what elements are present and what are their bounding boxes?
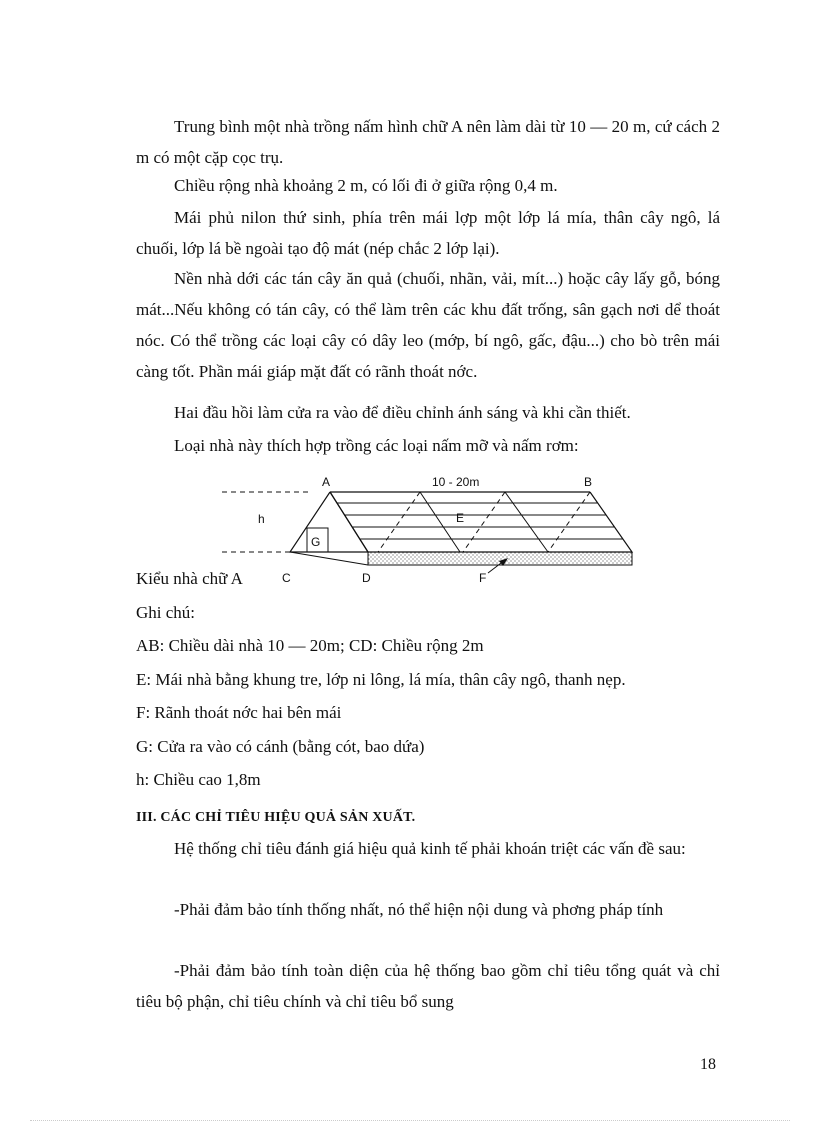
hidden-rafter — [548, 492, 590, 552]
label-e: E — [456, 511, 465, 525]
roof-rafter — [505, 492, 548, 552]
paragraph-doors: Hai đầu hồi làm cửa ra vào để điều chỉnh ánh sáng và khi cần thiết. — [174, 403, 631, 422]
section-paragraph-consistency: -Phải đảm bảo tính thống nhất, nó thể hiện nội dung và phơng pháp tính — [174, 900, 664, 919]
paragraph-length: Trung bình một nhà trồng nấm hình chữ A nên làm dài từ 10 — 20 m, cứ cách 2 m có một cặp cọc trụ. — [136, 117, 720, 167]
note-ab: AB: Chiều dài nhà 10 — 20m; CD: Chiều rộng 2m — [136, 636, 484, 655]
label-f: F — [479, 571, 487, 585]
label-a: A — [322, 475, 331, 489]
roof-rafter — [420, 492, 460, 552]
diagram-caption: Kiểu nhà chữ A — [136, 569, 243, 588]
hidden-rafter — [378, 492, 420, 552]
label-c: C — [282, 571, 291, 585]
drainage-ditch — [368, 552, 632, 565]
section-heading: III. CÁC CHỈ TIÊU HIỆU QUẢ SẢN XUẤT. — [136, 810, 416, 825]
paragraph-floor: Nền nhà dới các tán cây ăn quả (chuối, nhãn, vải, mít...) hoặc cây lấy gỗ, bóng mát...Nếu không có tán cây, có thể làm trên các khu đất trống, sân gạch nơi dể thoát nóc. Có thể trồng các loại cây có dây leo (mớp, bí ngô, gấc, đậu...) cho bò trên mái càng tốt. Phần mái giáp mặt đất có rãnh thoát nớc. — [136, 269, 720, 381]
page-number: 18 — [700, 1056, 716, 1073]
label-d: D — [362, 571, 371, 585]
section-paragraph-comprehensive: -Phải đảm bảo tính toàn diện của hệ thống bao gồm chỉ tiêu tổng quát và chỉ tiêu bộ phận, chỉ tiêu chính và chỉ tiêu bổ sung — [136, 961, 720, 1011]
notes-title: Ghi chú: — [136, 603, 196, 622]
note-e: E: Mái nhà bằng khung tre, lớp ni lông, lá mía, thân cây ngô, thanh nẹp. — [136, 670, 626, 689]
paragraph-suitability: Loại nhà này thích hợp trồng các loại nấm mỡ và nấm rơm: — [174, 436, 579, 455]
a-frame-house-diagram — [0, 470, 816, 590]
front-gable — [290, 492, 368, 552]
note-g: G: Cửa ra vào có cánh (bằng cót, bao dứa) — [136, 737, 425, 756]
bottom-rule — [30, 1120, 790, 1121]
section-paragraph-intro: Hệ thống chỉ tiêu đánh giá hiệu quả kinh tế phải khoán triệt các vấn đề sau: — [174, 839, 686, 858]
paragraph-width: Chiều rộng nhà khoảng 2 m, có lối đi ở giữa rộng 0,4 m. — [174, 176, 558, 195]
paragraph-roof: Mái phủ nilon thứ sinh, phía trên mái lợp một lớp lá mía, thân cây ngô, lá chuối, lớp lá bề ngoài tạo độ mát (nép chắc 2 lớp lại). — [136, 208, 720, 258]
label-g: G — [311, 535, 321, 549]
label-b: B — [584, 475, 593, 489]
label-length: 10 - 20m — [432, 475, 480, 489]
hidden-rafter — [463, 492, 505, 552]
ground-line — [290, 552, 368, 565]
note-h: h: Chiều cao 1,8m — [136, 770, 261, 789]
note-f: F: Rãnh thoát nớc hai bên mái — [136, 703, 342, 722]
label-h: h — [258, 512, 265, 526]
roof-slope — [330, 492, 632, 552]
